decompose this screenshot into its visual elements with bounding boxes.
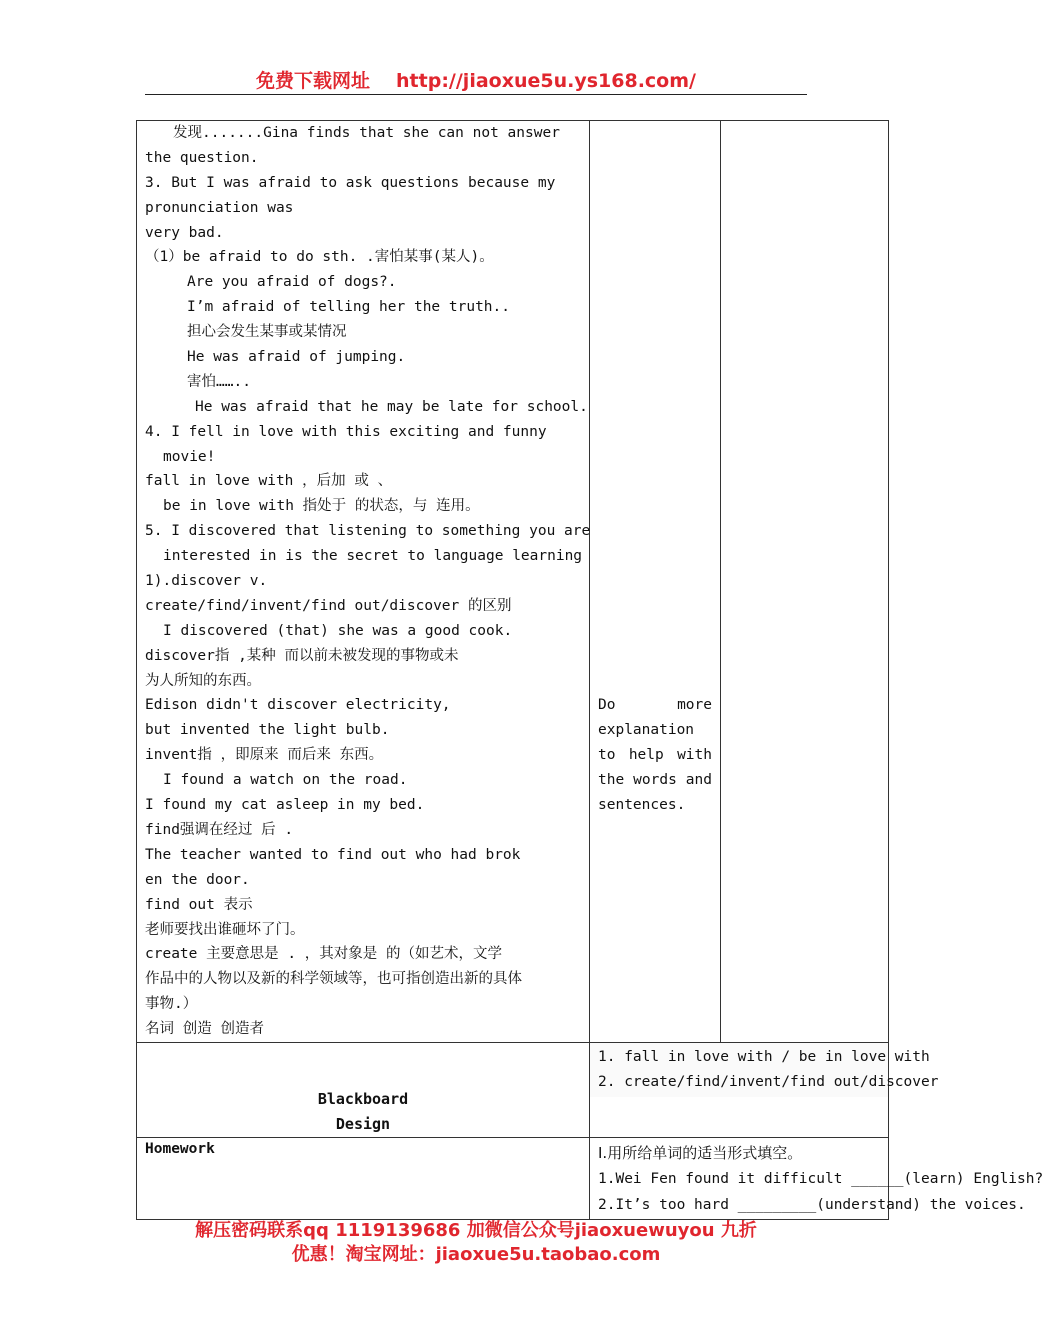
- empty-cell: [721, 121, 889, 1043]
- content-line: I discovered (that) she was a good cook.: [163, 622, 513, 639]
- homework-row: [137, 1137, 889, 1219]
- content-line: 4. I fell in love with this exciting and funny: [145, 423, 547, 440]
- header-label: 免费下载网址: [256, 70, 371, 92]
- content-line: Are you afraid of dogs?.: [187, 274, 397, 291]
- content-line: Edison didn't discover electricity,: [145, 697, 451, 714]
- content-line: create/find/invent/find out/discover 的区别: [145, 597, 512, 614]
- footer-line-1: 解压密码联系qq 1119139686 加微信公众号jiaoxuewuyou 九折: [195, 1220, 757, 1241]
- content-line: I’m afraid of telling her the truth..: [187, 299, 511, 316]
- content-line: He was afraid that he may be late for school.: [195, 398, 588, 415]
- content-line: discover指 ,某种 而以前未被发现的事物或未: [145, 647, 459, 664]
- blackboard-label-2: Design: [335, 1114, 391, 1133]
- content-cell: [137, 121, 590, 1043]
- blackboard-content-cell: [590, 1042, 939, 1137]
- content-line: 3. But I was afraid to ask questions because my: [145, 174, 556, 191]
- content-line: 发现.......Gina finds that she can not answer: [173, 125, 560, 141]
- content-line: find强调在经过 后 .: [145, 821, 294, 838]
- content-line: 害怕……..: [187, 373, 251, 390]
- note-word: the: [598, 771, 625, 788]
- content-row: [137, 121, 889, 1043]
- homework-label: Homework: [145, 1140, 215, 1157]
- content-line: 担心会发生某事或某情况: [187, 324, 347, 341]
- note-line: [598, 693, 712, 718]
- homework-content-cell: [590, 1137, 1043, 1219]
- note-word: sentences.: [598, 796, 686, 813]
- content-line: 事物.）: [145, 996, 198, 1013]
- note-line: [598, 768, 712, 793]
- lesson-table: [136, 120, 1043, 1220]
- content-line: 5. I discovered that listening to something you are: [145, 523, 591, 540]
- homework-line-2: 1.Wei Fen found it difficult ______(learn) English?: [598, 1170, 1043, 1187]
- blackboard-line-2: 2. create/find/invent/find out/discover: [598, 1073, 939, 1090]
- content-line: find out 表示: [145, 896, 253, 913]
- note-word: explanation: [598, 721, 695, 738]
- notes-cell: [590, 121, 721, 1043]
- footer-line-2: 优惠！淘宝网址：jiaoxue5u.taobao.com: [291, 1244, 661, 1265]
- header-rule: [145, 94, 807, 95]
- note-word: Do: [598, 697, 616, 713]
- content-line: pronunciation was: [145, 199, 294, 216]
- content-lines: [137, 121, 589, 1042]
- homework-line-1: I.用所给单词的适当形式填空。: [598, 1143, 803, 1162]
- homework-line-3: 2.It’s too hard _________(understand) the voices.: [598, 1196, 1026, 1213]
- content-line: the question.: [145, 149, 259, 166]
- content-line: interested in is the secret to language learning: [163, 548, 583, 565]
- content-line: He was afraid of jumping.: [187, 349, 406, 366]
- page-footer: [136, 1219, 816, 1267]
- content-line: very bad.: [145, 224, 224, 241]
- note-line: [598, 718, 712, 743]
- content-line: en the door.: [145, 871, 250, 888]
- note-word: more: [677, 697, 712, 713]
- note-word: words: [633, 771, 677, 788]
- note-line: [598, 743, 712, 768]
- note-word: to: [598, 746, 616, 763]
- blackboard-label-cell: [137, 1042, 590, 1137]
- page-header: [145, 66, 807, 93]
- blackboard-row: [137, 1042, 889, 1137]
- content-line: but invented the light bulb.: [145, 722, 390, 739]
- note-word: help: [628, 746, 664, 763]
- content-line: 老师要找出谁砸坏了门。: [145, 921, 305, 938]
- content-line: fall in love with ，后加 或 、: [145, 473, 393, 490]
- note-word: and: [685, 771, 712, 788]
- content-line: movie!: [163, 448, 216, 465]
- content-line: I found my cat asleep in my bed.: [145, 797, 425, 814]
- content-line: （1）be afraid to do sth. .害怕某事(某人)。: [145, 249, 494, 266]
- content-line: 作品中的人物以及新的科学领域等，也可指创造出新的具体: [145, 971, 522, 988]
- content-line: The teacher wanted to find out who had brok: [145, 846, 521, 863]
- blackboard-line-1: 1. fall in love with / be in love with: [598, 1048, 930, 1065]
- content-line: I found a watch on the road.: [163, 772, 408, 789]
- note-word: with: [677, 746, 712, 763]
- content-line: 为人所知的东西。: [145, 672, 261, 689]
- content-line: 名词 创造 创造者: [145, 1021, 264, 1038]
- homework-label-cell: [137, 1137, 590, 1219]
- note-lines: [590, 693, 720, 817]
- content-line: create 主要意思是 . ，其对象是 的（如艺术，文学: [145, 946, 503, 963]
- content-line: 1).discover v.: [145, 573, 268, 590]
- content-line: be in love with 指处于 的状态，与 连用。: [163, 498, 480, 515]
- note-line: [598, 793, 712, 818]
- content-line: invent指 ，即原来 而后来 东西。: [145, 747, 384, 764]
- header-url[interactable]: http://jiaoxue5u.ys168.com/: [396, 70, 696, 92]
- blackboard-label: Blackboard: [317, 1089, 409, 1108]
